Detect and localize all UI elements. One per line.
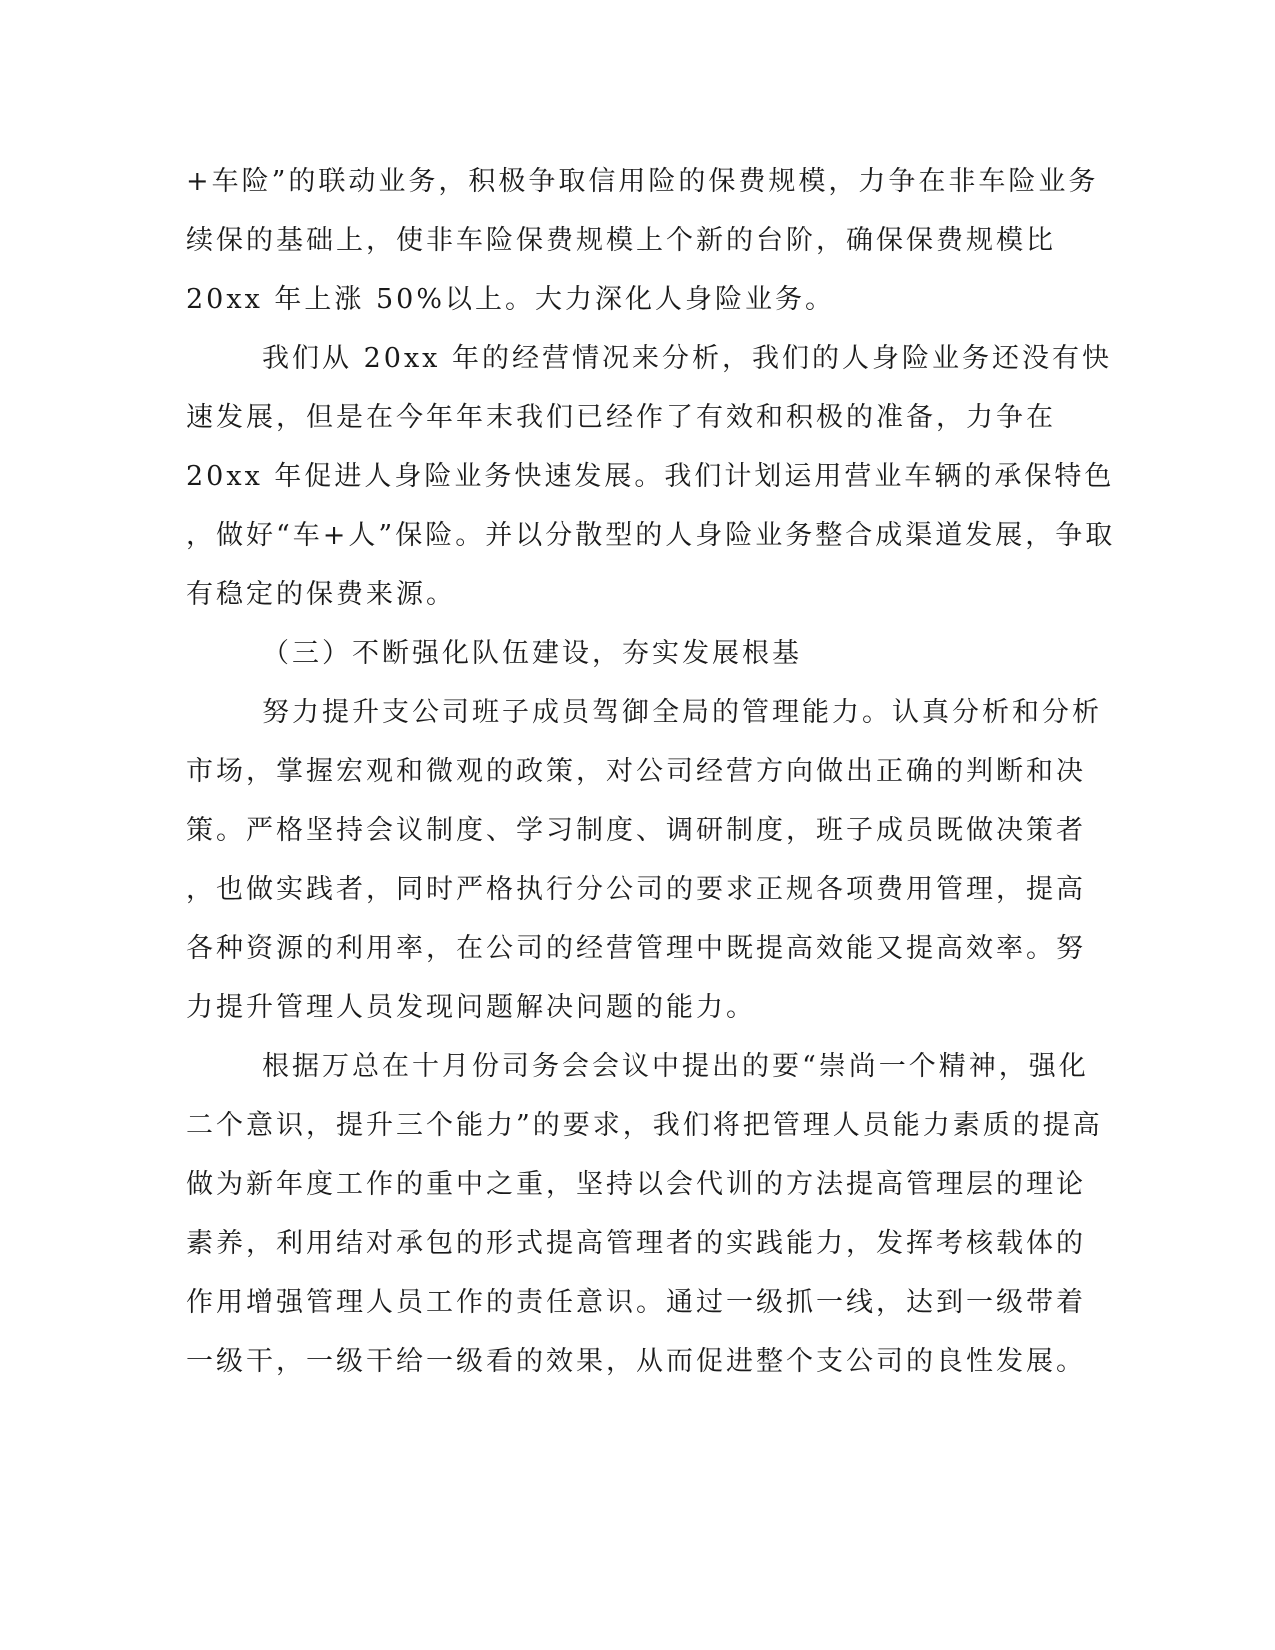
text-line: 素养，利用结对承包的形式提高管理者的实践能力，发挥考核载体的 bbox=[186, 1228, 1086, 1259]
paragraph-start-line: 我们从 20xx 年的经营情况来分析，我们的人身险业务还没有快 bbox=[262, 343, 1112, 374]
text-line: 策。严格坚持会议制度、学习制度、调研制度，班子成员既做决策者 bbox=[186, 815, 1086, 846]
text-line: 一级干，一级干给一级看的效果，从而促进整个支公司的良性发展。 bbox=[186, 1346, 1086, 1377]
paragraph-start-line: 努力提升支公司班子成员驾御全局的管理能力。认真分析和分析 bbox=[262, 697, 1102, 728]
text-line: 有稳定的保费来源。 bbox=[186, 579, 456, 610]
text-line: 力提升管理人员发现问题解决问题的能力。 bbox=[186, 992, 756, 1023]
text-line: 做为新年度工作的重中之重，坚持以会代训的方法提高管理层的理论 bbox=[186, 1169, 1086, 1200]
text-line: ，也做实践者，同时严格执行分公司的要求正规各项费用管理，提高 bbox=[186, 874, 1086, 905]
text-line: 二个意识，提升三个能力”的要求，我们将把管理人员能力素质的提高 bbox=[186, 1110, 1103, 1141]
text-line: 作用增强管理人员工作的责任意识。通过一级抓一线，达到一级带着 bbox=[186, 1287, 1086, 1318]
text-line: +车险”的联动业务，积极争取信用险的保费规模，力争在非车险业务 bbox=[186, 166, 1099, 197]
text-line: ，做好“车+人”保险。并以分散型的人身险业务整合成渠道发展，争取 bbox=[186, 520, 1116, 551]
text-line: 各种资源的利用率，在公司的经营管理中既提高效能又提高效率。努 bbox=[186, 933, 1086, 964]
text-line: 续保的基础上，使非车险保费规模上个新的台阶，确保保费规模比 bbox=[186, 225, 1056, 256]
text-line: 速发展，但是在今年年末我们已经作了有效和积极的准备，力争在 bbox=[186, 402, 1056, 433]
text-line: 市场，掌握宏观和微观的政策，对公司经营方向做出正确的判断和决 bbox=[186, 756, 1086, 787]
text-line: 20xx 年促进人身险业务快速发展。我们计划运用营业车辆的承保特色 bbox=[186, 461, 1115, 492]
section-heading: （三）不断强化队伍建设，夯实发展根基 bbox=[262, 638, 802, 669]
text-line: 20xx 年上涨 50%以上。大力深化人身险业务。 bbox=[186, 284, 835, 315]
paragraph-start-line: 根据万总在十月份司务会会议中提出的要“崇尚一个精神，强化 bbox=[262, 1051, 1089, 1082]
